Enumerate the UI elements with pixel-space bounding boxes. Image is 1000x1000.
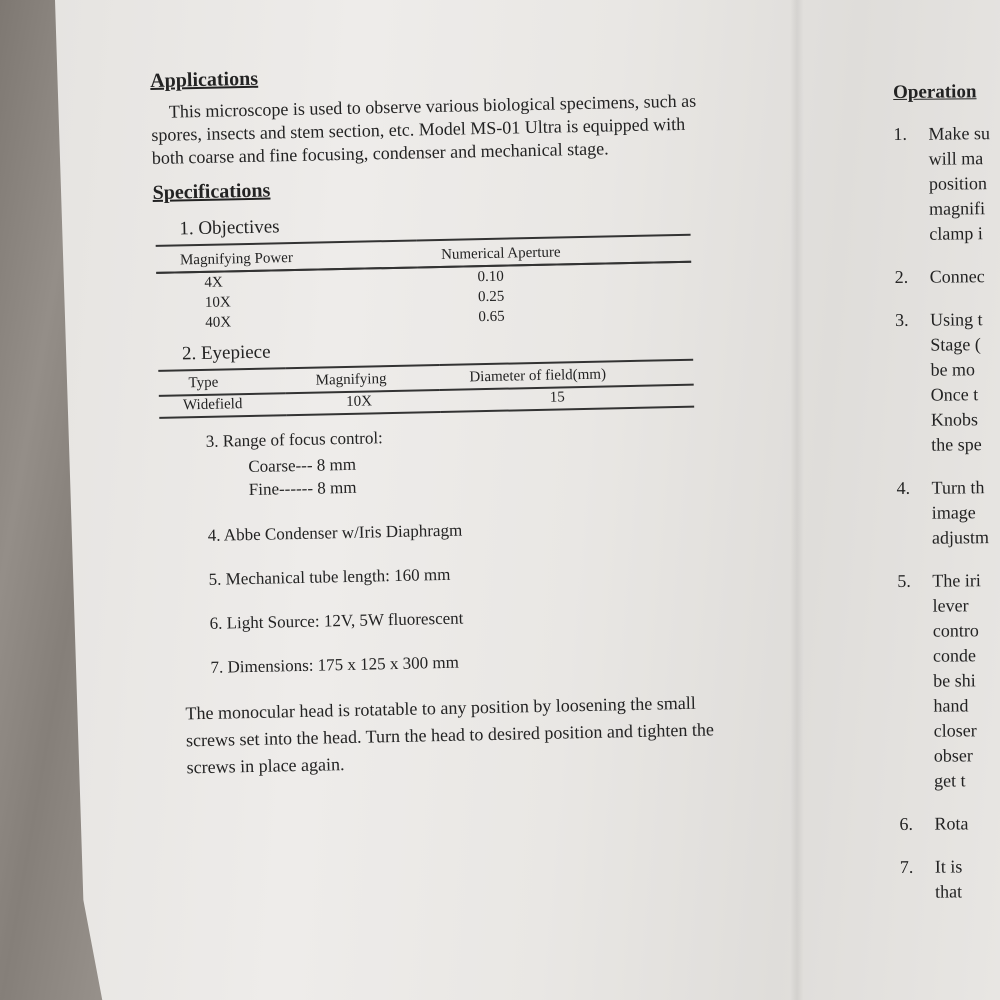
operation-list (893, 121, 1000, 905)
operation-item-line: adjustm (931, 527, 990, 548)
operation-item-line: clamp i (929, 223, 983, 244)
focus-coarse: Coarse--- 8 mm (248, 454, 357, 477)
operation-item-text (932, 568, 982, 793)
focus-title: 3. Range of focus control: (205, 428, 383, 451)
operation-item-line: The iri (932, 570, 981, 591)
list-item (900, 854, 1000, 905)
operation-item-line: Connec (929, 266, 985, 287)
applications-text: This microscope is used to observe various biological specimens, such as spores, insects and stem section, etc. Model MS-01 Ultra is equipped with both coarse and fine focusing, condenser and mechanical stage. (151, 90, 697, 168)
objective-power: 10X (204, 294, 231, 311)
operation-item-line: contro (932, 620, 979, 641)
objectives-title: 1. Objectives (179, 216, 280, 240)
operation-item-number: 4. (896, 477, 911, 498)
applications-heading: Applications (150, 67, 259, 92)
eyepiece-header-type: Type (158, 368, 286, 396)
spec-item-dimensions: 7. Dimensions: 175 x 125 x 300 mm (210, 652, 460, 677)
objective-aperture: 0.25 (477, 288, 505, 306)
eyepiece-type: Widefield (159, 393, 287, 418)
objective-aperture: 0.65 (478, 308, 505, 326)
operation-item-line: Make su (928, 123, 991, 144)
operation-item-text (928, 121, 991, 247)
list-item (893, 121, 1000, 247)
operation-item-line: magnifi (929, 198, 986, 219)
operation-item-line: image (931, 502, 976, 523)
left-column (150, 58, 725, 782)
operation-item-number: 7. (899, 856, 914, 877)
operation-item-text (930, 307, 984, 457)
spec-item-tube-length: 5. Mechanical tube length: 160 mm (208, 564, 451, 589)
operation-item-line: be mo (930, 359, 976, 380)
closing-paragraph: The monocular head is rotatable to any position by loosening the small screws set into the head. Turn the head to desired position and tighten the screws in place again. (185, 692, 715, 778)
eyepiece-diameter: 15 (440, 385, 695, 412)
objectives-header-aperture: Numerical Aperture (417, 235, 691, 268)
operation-item-line: that (934, 881, 963, 902)
operation-item-line: get t (934, 770, 966, 791)
operation-item-number: 5. (897, 570, 911, 591)
objective-power: 40X (205, 314, 232, 331)
objective-power: 4X (204, 274, 223, 291)
operation-item-line: Using t (929, 309, 983, 330)
operation-item-line: the spe (931, 434, 982, 455)
specifications-heading: Specifications (152, 179, 271, 204)
list-item (895, 264, 1000, 290)
operation-item-number: 1. (893, 123, 908, 144)
operation-heading: Operation (893, 81, 977, 103)
operation-item-text (931, 475, 989, 550)
right-column (893, 81, 1000, 982)
operation-item-line: position (928, 173, 987, 194)
operation-item-text (934, 811, 968, 836)
objective-aperture: 0.10 (477, 268, 504, 286)
operation-item-line: conde (932, 645, 977, 666)
operation-item-line: It is (934, 856, 963, 877)
eyepiece-table (158, 359, 694, 419)
objectives-header-power: Magnifying Power (156, 240, 418, 272)
operation-item-number: 3. (894, 309, 909, 330)
operation-item-line: Knobs (930, 409, 979, 430)
list-item (899, 811, 1000, 837)
operation-item-text (930, 264, 985, 289)
operation-item-line: Turn th (931, 477, 985, 498)
operation-item-line: obser (933, 745, 973, 766)
list-item (896, 475, 1000, 551)
list-item (897, 568, 1000, 794)
operation-item-text (935, 854, 963, 904)
objectives-table (156, 234, 693, 334)
eyepiece-header-magnifying: Magnifying (285, 365, 439, 393)
eyepiece-title: 2. Eyepiece (181, 341, 271, 365)
list-item (895, 307, 1000, 458)
operation-item-line: Once t (930, 384, 979, 405)
focus-fine: Fine------ 8 mm (248, 477, 357, 500)
spec-item-light-source: 6. Light Source: 12V, 5W fluorescent (209, 608, 464, 633)
spec-item-condenser: 4. Abbe Condenser w/Iris Diaphragm (207, 520, 463, 545)
operation-item-line: closer (933, 720, 977, 741)
operation-item-line: be shi (933, 670, 976, 691)
operation-item-line: lever (932, 595, 969, 616)
operation-item-line: Stage ( (930, 334, 981, 355)
eyepiece-magnifying: 10X (286, 390, 440, 415)
operation-item-number: 6. (899, 813, 914, 834)
eyepiece-header-diameter: Diameter of field(mm) (439, 360, 694, 390)
operation-item-line: will ma (928, 148, 984, 169)
operation-item-number: 2. (894, 266, 909, 287)
operation-item-line: hand (933, 695, 969, 716)
operation-item-line: Rota (934, 813, 969, 834)
